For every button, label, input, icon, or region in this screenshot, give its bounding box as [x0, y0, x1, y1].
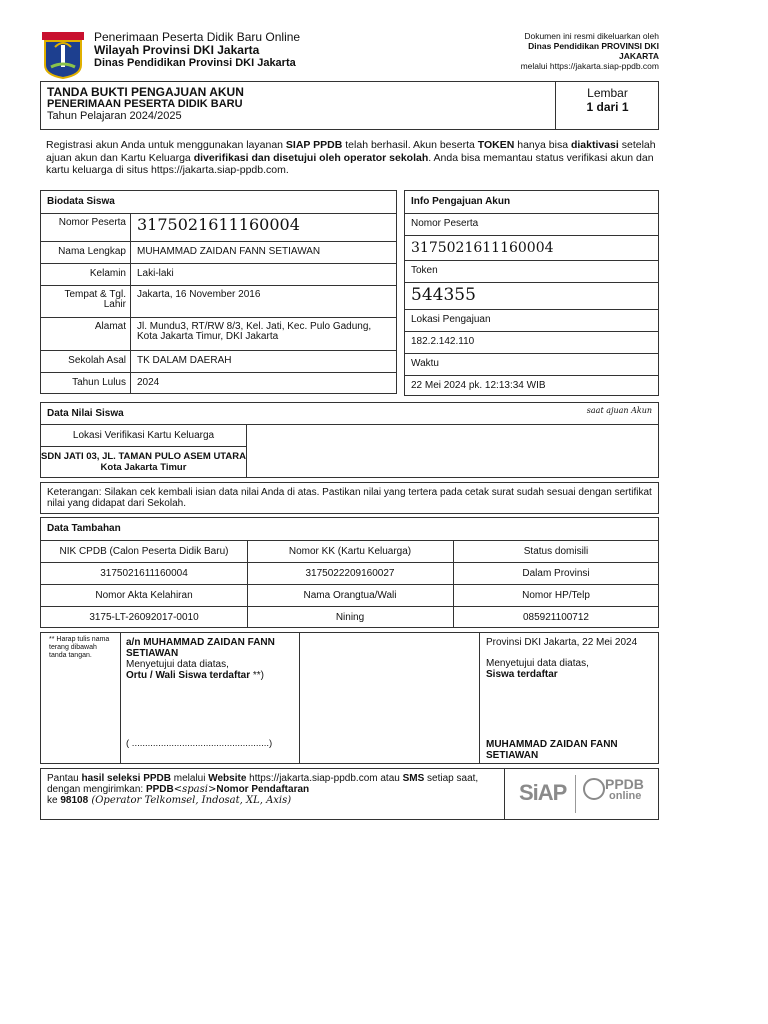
sign-note: ** Harap tulis nama terang dibawah tanda tangan. [49, 636, 110, 659]
nik-label: NIK CPDB (Calon Peserta Didik Baru) [59, 546, 229, 557]
parent-an: a/n MUHAMMAD ZAIDAN FANN SETIAWAN [126, 637, 275, 659]
info-nomor-value: 3175021611160004 [405, 235, 658, 260]
table-row [41, 317, 396, 350]
footer-span: ke [47, 795, 61, 806]
signature-section [40, 632, 659, 764]
sheet-counter [555, 82, 659, 129]
footer-span: PPDB [145, 784, 174, 795]
info-token-label: Token [405, 260, 658, 282]
footer-span: dengan mengirimkan: [47, 784, 146, 795]
student-role: Siswa terdaftar [486, 669, 558, 680]
domisili-value: Dalam Provinsi [522, 568, 590, 579]
keterangan-note: Keterangan: Silakan cek kembali isian data nilai Anda di atas. Pastikan nilai yang tertera pada cetak surat sudah sesuai dengan sertifikat nilai yang didapat dari Sekolah. [40, 482, 659, 514]
sheet-value: 1 dari 1 [586, 100, 629, 114]
divider [479, 633, 480, 763]
footer-span: https://jakarta.siap-ppdb.com atau [246, 773, 403, 784]
domisili-label: Status domisili [523, 546, 589, 557]
parent-role: Ortu / Wali Siswa terdaftar [126, 670, 251, 681]
info-heading: Info Pengajuan Akun [405, 191, 658, 214]
table-row [41, 372, 396, 393]
dki-jakarta-emblem [41, 31, 85, 79]
parent-signature-line: ( ....................................................) [126, 738, 273, 749]
nilai-grid [40, 424, 659, 478]
student-sign-block [486, 637, 656, 680]
header-line2: Wilayah Provinsi DKI Jakarta [94, 43, 260, 57]
akta-label: Nomor Akta Kelahiran [95, 590, 193, 601]
footer-span: Nomor Pendaftaran [216, 784, 310, 795]
student-name: MUHAMMAD ZAIDAN FANN SETIAWAN [486, 739, 618, 761]
issuer-line4: melalui https://jakarta.siap-ppdb.com [520, 61, 659, 71]
orangtua-value: Nining [335, 612, 365, 623]
verification-location-value: SDN JATI 03, JL. TAMAN PULO ASEM UTARA Kota Jakarta Timur [41, 451, 246, 473]
row-label: Sekolah Asal [68, 355, 126, 366]
ppdb-emblem-icon [583, 778, 605, 800]
row-value: Laki-laki [130, 264, 396, 285]
student-approval: Menyetujui data diatas, [486, 658, 589, 669]
issuer-line3: JAKARTA [619, 51, 659, 61]
intro-bold: SIAP PPDB [285, 139, 343, 151]
footer-section [40, 768, 659, 820]
table-row [41, 241, 396, 263]
siap-logo: SiAP [519, 780, 567, 805]
ppdb-logo-text: PPDB [605, 776, 644, 792]
intro-text: . Anda bisa memantau status verifikasi akun dan kartu keluarga di situs https://jakarta.siap-ppdb.com. [46, 151, 654, 176]
footer-span: hasil seleksi PPDB [81, 773, 171, 784]
logo-divider [575, 775, 576, 813]
intro-paragraph [46, 139, 656, 177]
issuer-line2: Dinas Pendidikan PROVINSI DKI [528, 41, 659, 51]
row-value: Jl. Mundu3, RT/RW 8/3, Kel. Jati, Kec. Pulo Gadung, Kota Jakarta Timur, DKI Jakarta [130, 318, 396, 350]
hp-value: 085921100712 [523, 612, 589, 623]
document-title-box [40, 81, 659, 130]
sheet-label: Lembar [587, 86, 628, 100]
footer-span: melalui [170, 773, 209, 784]
divider [120, 633, 121, 763]
divider [41, 606, 658, 607]
tambahan-heading: Data Tambahan [41, 518, 658, 541]
nilai-section-header [40, 402, 659, 425]
row-value: Jakarta, 16 November 2016 [130, 286, 396, 317]
parent-approval: Menyetujui data diatas, [126, 659, 229, 670]
info-waktu-label: Waktu [405, 353, 658, 375]
footer-text [47, 773, 497, 806]
document-subtitle: PENERIMAAN PESERTA DIDIK BARU [47, 98, 243, 110]
kk-label: Nomor KK (Kartu Keluarga) [288, 546, 412, 557]
info-token-value: 544355 [405, 282, 658, 309]
kk-value: 3175022209160027 [305, 568, 395, 579]
row-value: 2024 [130, 373, 396, 393]
parent-role-mark: **) [250, 670, 265, 681]
table-row [41, 285, 396, 317]
row-label: Tahun Lulus [72, 377, 126, 388]
intro-bold: diverifikasi dan disetujui oleh operator sekolah [193, 151, 429, 164]
footer-span: SMS [402, 773, 425, 784]
footer-span: setiap saat, [424, 773, 479, 784]
footer-span: <spasi> [173, 784, 217, 795]
footer-span: Website [208, 773, 247, 784]
row-value: TK DALAM DAERAH [130, 351, 396, 372]
intro-bold: TOKEN [477, 139, 515, 151]
info-nomor-label: Nomor Peserta [405, 213, 658, 235]
info-section [404, 190, 659, 396]
row-value: 3175021611160004 [130, 214, 396, 241]
row-label: Nama Lengkap [58, 246, 126, 257]
issuer-line1: Dokumen ini resmi dikeluarkan oleh [524, 31, 659, 41]
header-institution [94, 31, 300, 70]
hp-label: Nomor HP/Telp [522, 590, 590, 601]
nilai-heading: Data Nilai Siswa [47, 408, 124, 419]
row-label: Alamat [94, 321, 126, 332]
verification-location [41, 425, 247, 477]
orangtua-label: Nama Orangtua/Wali [303, 590, 397, 601]
row-value: MUHAMMAD ZAIDAN FANN SETIAWAN [130, 242, 396, 263]
row-label: Tempat & Tgl. Lahir [64, 289, 126, 310]
header-issuer-note [459, 31, 659, 71]
info-lokasi-label: Lokasi Pengajuan [405, 309, 658, 331]
parent-sign-block [126, 637, 296, 681]
academic-year: Tahun Pelajaran 2024/2025 [47, 110, 182, 122]
table-row [41, 213, 396, 241]
row-label: Nomor Peserta [58, 217, 126, 228]
document-title: TANDA BUKTI PENGAJUAN AKUN [47, 85, 244, 99]
footer-span: Pantau [47, 773, 82, 784]
nik-value: 3175021611160004 [100, 568, 188, 579]
footer-logos [504, 769, 658, 819]
info-lokasi-value: 182.2.142.110 [405, 331, 658, 353]
table-row [41, 350, 396, 372]
footer-span: 98108 [60, 795, 89, 806]
intro-text: setelah ajuan akun dan Kartu Keluarga [46, 139, 656, 164]
header-line3: Dinas Pendidikan Provinsi DKI Jakarta [94, 57, 296, 69]
biodata-heading: Biodata Siswa [41, 191, 396, 214]
divider [299, 633, 300, 763]
place-date: Provinsi DKI Jakarta, 22 Mei 2024 [486, 637, 638, 648]
online-logo-text: online [609, 790, 642, 802]
intro-text: hanya bisa [514, 139, 571, 151]
table-row [41, 263, 396, 285]
intro-bold: diaktivasi [570, 139, 619, 151]
akta-value: 3175-LT-26092017-0010 [89, 612, 199, 623]
tambahan-section [40, 517, 659, 628]
intro-text: telah berhasil. Akun beserta [342, 139, 478, 151]
info-waktu-value: 22 Mei 2024 pk. 12:13:34 WIB [405, 375, 658, 395]
verification-location-label: Lokasi Verifikasi Kartu Keluarga [41, 425, 246, 447]
divider [41, 584, 658, 585]
divider [41, 562, 658, 563]
header-line1: Penerimaan Peserta Didik Baru Online [94, 30, 301, 44]
intro-text: Registrasi akun Anda untuk menggunakan layanan [46, 139, 286, 151]
biodata-section [40, 190, 397, 394]
footer-span: (Operator Telkomsel, Indosat, XL, Axis) [88, 795, 292, 806]
nilai-note: saat ajuan Akun [586, 406, 652, 415]
row-label: Kelamin [89, 268, 126, 279]
